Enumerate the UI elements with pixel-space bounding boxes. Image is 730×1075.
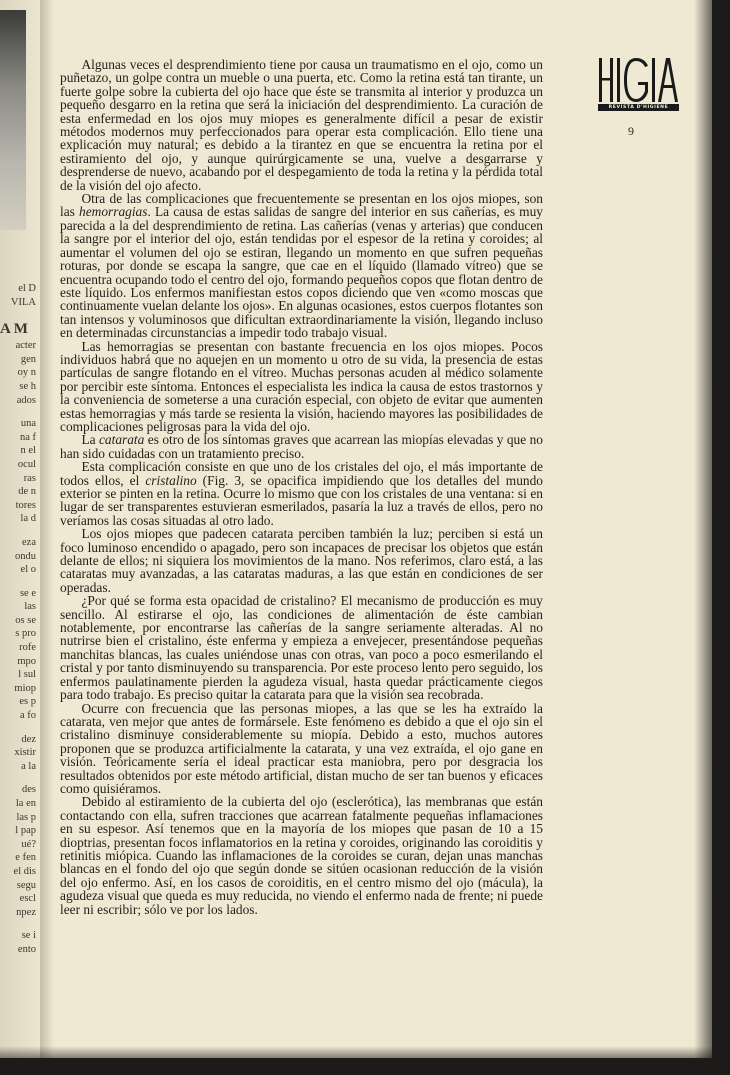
previous-page-fragment: se h xyxy=(19,380,36,392)
text-run: es otro de los síntomas graves que acarrean las miopías elevadas y que no han sido cuidadas con un tratamiento preciso. xyxy=(60,432,543,461)
fragment-gap xyxy=(0,309,36,319)
text-run: ¿Por qué se forma esta opacidad de cristalino? El mecanismo de producción es muy sencillo. Al estirarse el ojo, las condiciones de alimentación de éste cambian notablemente, por encontrarse las cañerías de la sangre seriamente alteradas. Al no nutrirse bien el cristalino, éste enferma y empieza a envejecer, presentándose pequeñas manchitas blancas, las cuales uniéndose unas con otras, van poco a poco esmerilando el cristal y por tanto disminuyendo su transparencia. Por este proceso lento pero seguido, los enfermos paulatinamente pierden la agudeza visual, hasta quedar prácticamente ciegos para todo trabajo. Es preciso quitar la catarata para que la visión sea recobrada. xyxy=(60,593,543,703)
previous-page-fragment: acter xyxy=(15,340,36,352)
previous-page-text xyxy=(0,282,36,957)
text-run: Esta complicación consiste en que uno de los cristales del ojo, el más importante de todos ellos, el xyxy=(60,459,543,488)
previous-page-fragment: miop xyxy=(14,682,36,694)
logo-tagline: REVISTA D'HIGIENE xyxy=(598,104,679,111)
fragment-gap xyxy=(0,773,36,783)
previous-page-fragment: escl xyxy=(19,893,36,905)
fragment-gap xyxy=(0,723,36,733)
article-paragraph xyxy=(60,192,543,339)
page-gutter-shadow xyxy=(40,0,54,1058)
previous-page-fragment: se e xyxy=(19,587,36,599)
text-run: (Fig. 3, se opacifica impidiendo que los detalles del mundo exterior se pinten en la retina. Ocurre lo mismo que con los cristales de una ventana: si en lugar de ser transparentes estuvieran esmerilados, pasaría la luz a través de ellos, pero no veríamos las cosas situadas al otro lado. xyxy=(60,472,543,528)
article-paragraph xyxy=(60,594,543,701)
fragment-gap xyxy=(0,919,36,929)
text-run: La xyxy=(81,432,99,448)
previous-page-fragment: xistir xyxy=(14,747,36,759)
previous-page-fragment: se i xyxy=(21,930,36,942)
previous-page-fragment: ento xyxy=(17,943,36,955)
article-paragraph xyxy=(60,795,543,916)
previous-page-fragment: l sul xyxy=(18,669,36,681)
previous-page-fragment: oy n xyxy=(17,367,36,379)
fragment-gap xyxy=(0,577,36,587)
page-number: 9 xyxy=(628,124,634,138)
previous-page-fragment: s pro xyxy=(15,628,36,640)
previous-page-fragment: ué? xyxy=(21,838,36,850)
previous-page-fragment: la d xyxy=(20,513,36,525)
previous-page-fragment: las xyxy=(24,601,36,613)
text-run: Los ojos miopes que padecen catarata perciben también la luz; perciben si está un foco luminoso encendido o apagado, pero son incapaces de precisar los objetos que están delante de ellos; ni siquiera los movimientos de la mano. Nos referimos, claro está, a las cataratas muy avanzadas, a las cataratas maduras, a las que están en condiciones de ser operadas. xyxy=(60,526,543,595)
previous-page-fragment: es p xyxy=(19,696,36,708)
previous-page-fragment: segu xyxy=(16,879,36,891)
fragment-gap xyxy=(0,407,36,417)
text-run: . La causa de estas salidas de sangre del interior en sus cañerías, es muy parecida a la del desprendimiento de retina. Las cañerías (venas y arterias) que conducen la sangre por el interior del ojo, están tendidas por el espesor de la retina y coroides; al aumentar el volumen del ojo se estiran, llegando un momento en que sufren pequeñas roturas, por donde se escapa la sangre, que cae en el líquido (llamado vítreo) que se encuentra ocupando todo el centro del ojo, formando pequeños copos que flotan dentro de este líquido. Los enfermos manifiestan estos copos diciendo que ven «como moscas que continuamente vuelan delante los ojos». En algunas ocasiones, estos cuerpos flotantes son tan intensos y voluminosos que dificultan extraordinariamente la visión, llegando incluso en determinadas circunstancias a impedir todo trabajo visual. xyxy=(60,204,543,341)
previous-page-photo xyxy=(0,10,26,230)
previous-page-strip xyxy=(0,0,40,1058)
previous-page-fragment: A M xyxy=(0,321,28,338)
previous-page-fragment: rofe xyxy=(19,642,36,654)
higia-logo-mark xyxy=(598,56,679,104)
previous-page-fragment: la en xyxy=(15,798,36,809)
article-paragraph xyxy=(60,340,543,434)
text-run: Ocurre con frecuencia que las personas miopes, a las que se les ha extraído la catarata, ven mejor que antes de formársele. Este fenómeno es debido a que el ojo sin el cristalino disminuye considerablemente su miopía. Debido a esto, muchos autores proponen que se produzca artificialmente la catarata, y una vez extraída, el ojo gane en visión. Teóricamente sería el ideal practicar esta maniobra, pero por desgracia los resultados obtenidos por este método artificial, distan mucho de ser tan buenos y eficaces como quisiéramos. xyxy=(60,700,543,796)
previous-page-fragment: gen xyxy=(20,353,36,365)
previous-page-fragment: ocul xyxy=(17,458,36,470)
previous-page-fragment: el o xyxy=(20,564,36,576)
italic-term: hemorragias xyxy=(79,204,148,220)
article-body xyxy=(60,58,543,916)
previous-page-fragment: des xyxy=(22,784,36,796)
italic-term: catarata xyxy=(98,432,145,448)
previous-page-fragment: a fo xyxy=(19,710,36,722)
previous-page-fragment: las p xyxy=(16,811,36,823)
previous-page-fragment: l pap xyxy=(15,825,36,837)
previous-page-fragment: a la xyxy=(21,760,36,772)
text-run: Algunas veces el desprendimiento tiene por causa un traumatismo en el ojo, como un puñetazo, un golpe contra un mueble o una puerta, etc. Como la retina está tan tirante, un fuerte golpe sobre la cubierta del ojo hace que éste se transmita al interior y produzca un pequeño desgarro en la retina que será la iniciación del desprendimiento. La curación de esta enfermedad en los ojos muy miopes es generalmente difícil a pesar de existir métodos modernos muy perfeccionados para operar esta complicación. Ello tiene una explicación muy natural; es debido a la tirantez en que se encuentra la retina por el estiramiento del ojo, y aunque quirúrgicamente se una, vuelve a desgarrarse y desprenderse de nuevo, acabando por el despegamiento de toda la retina y la pérdida total de la visión del ojo afecto. xyxy=(60,57,543,193)
previous-page-fragment: mpo xyxy=(17,655,36,667)
previous-page-fragment: VILA xyxy=(10,296,36,308)
previous-page-fragment: eza xyxy=(22,536,36,548)
previous-page-fragment: ondu xyxy=(15,550,36,562)
previous-page-fragment: na f xyxy=(19,431,36,443)
text-run: Las hemorragias se presentan con bastante frecuencia en los ojos miopes. Pocos individuos habrá que no aquejen en un momento u otro de su vida, la presencia de estas partículas de sangre flotando en el vítreo. Muchas personas acuden al médico solamente por percibir este síntoma. Entonces el especialista les indica la causa de estos trastornos y la conveniencia de someterse a una curación especial, con objeto de evitar que aumenten estas hemorragias y más tarde se resienta la visión, haciendo mayores las posibilidades de complicaciones peligrosas para la vida del ojo. xyxy=(60,338,543,434)
higia-logo xyxy=(598,56,679,112)
previous-page-fragment: dez xyxy=(21,733,36,745)
article-paragraph xyxy=(60,433,543,460)
previous-page-fragment: ras xyxy=(23,472,36,484)
previous-page-fragment: n el xyxy=(20,445,36,457)
page-edge-shadow xyxy=(694,0,712,1058)
article-paragraph xyxy=(60,460,543,527)
previous-page-fragment: el dis xyxy=(13,865,36,877)
previous-page-fragment: el D xyxy=(18,283,36,294)
previous-page-fragment: os se xyxy=(15,614,36,626)
page-bottom-shadow xyxy=(0,1046,712,1058)
fragment-gap xyxy=(0,526,36,536)
previous-page-fragment: e fen xyxy=(15,852,36,864)
previous-page-fragment: de n xyxy=(18,486,36,498)
previous-page-fragment: npez xyxy=(16,906,36,918)
previous-page-fragment: una xyxy=(20,418,36,430)
italic-term: cristalino xyxy=(145,472,197,488)
previous-page-fragment: tores xyxy=(15,499,36,511)
text-run: Debido al estiramiento de la cubierta del ojo (esclerótica), las membranas que están contactando con ella, sufren tracciones que acarrean fatalmente pequeñas inflamaciones en su espesor. Así tenemos que en la mayoría de los miopes que pasan de 10 a 15 dioptrias, presentan focos inflamatorios en la retina y coroides, originando las coroiditis y retinitis miópica. Cuando las inflamaciones de la coroides se curan, dejan unas manchas blancas en el fondo del ojo que según donde se sitúen ocasionan reducción de la visión del ojo enfermo. Así, en los casos de coroiditis, en el centro mismo del ojo (mácula), la agudeza visual que queda es muy reducida, no viendo el enfermo nada de frente; ni puede leer ni escribir; sólo ve por los lados. xyxy=(60,794,543,917)
previous-page-fragment: ados xyxy=(16,394,36,406)
article-paragraph xyxy=(60,702,543,796)
article-paragraph xyxy=(60,527,543,594)
article-paragraph xyxy=(60,58,543,192)
text-run: Otra de las complicaciones que frecuentemente se presentan en los ojos miopes, son las xyxy=(60,191,543,220)
